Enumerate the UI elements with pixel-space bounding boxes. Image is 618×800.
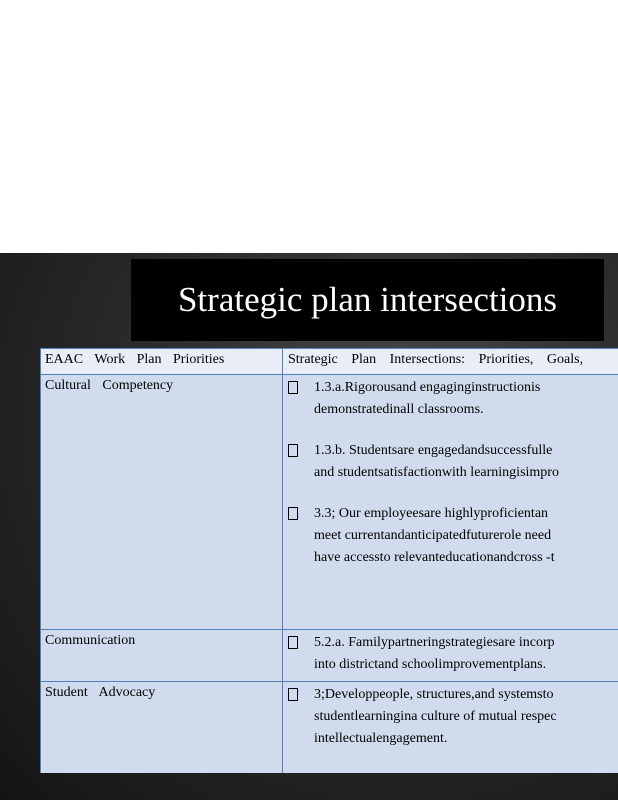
bullet-line: demonstratedinall classrooms. bbox=[314, 402, 484, 417]
priorities-table bbox=[40, 348, 618, 773]
bullet-line: 3;Developpeople, structures,and systemsto bbox=[314, 687, 554, 702]
bullet-item bbox=[283, 503, 618, 569]
bullet-item bbox=[283, 440, 618, 484]
header-cell-priorities: EAAC Work Plan Priorities bbox=[41, 349, 283, 375]
title-box bbox=[131, 259, 604, 341]
bullet-line: 1.3.a.Rigorousand engaginginstructionis bbox=[314, 380, 541, 395]
bullet-line: intellectualengagement. bbox=[314, 731, 448, 746]
bullet-box-icon bbox=[288, 381, 298, 394]
bullet-box-icon bbox=[288, 507, 298, 520]
table-row bbox=[41, 630, 618, 682]
bullet-line: into districtand schoolimprovementplans. bbox=[314, 657, 547, 672]
bullet-line: and studentsatisfactionwith learningisimpro bbox=[314, 465, 559, 480]
slide-title: Strategic plan intersections bbox=[177, 280, 558, 319]
table-row bbox=[41, 682, 618, 774]
intersections-cell bbox=[283, 375, 618, 630]
bullet-line: 3.3; Our employeesare highlyproficientan bbox=[314, 506, 549, 521]
table-header-row bbox=[41, 349, 618, 375]
header-cell-intersections: Strategic Plan Intersections: Priorities, Goals, bbox=[283, 349, 618, 375]
bullet-line: meet currentandanticipatedfuturerole need bbox=[314, 528, 552, 543]
bullet-item bbox=[283, 684, 618, 750]
bullet-box-icon bbox=[288, 444, 298, 457]
bullet-item bbox=[283, 632, 618, 676]
priority-cell: Student Advocacy bbox=[41, 682, 283, 774]
slide bbox=[0, 253, 618, 800]
bullet-line: 5.2.a. Familypartneringstrategiesare incorp bbox=[314, 635, 555, 650]
bullet-box-icon bbox=[288, 688, 298, 701]
table-row bbox=[41, 375, 618, 630]
bullet-line: studentlearningina culture of mutual respec bbox=[314, 709, 557, 724]
priority-cell: Communication bbox=[41, 630, 283, 682]
bullet-item bbox=[283, 377, 618, 421]
intersections-cell bbox=[283, 630, 618, 682]
bullet-box-icon bbox=[288, 636, 298, 649]
bullet-line: 1.3.b. Studentsare engagedandsuccessfulle bbox=[314, 443, 553, 458]
intersections-cell bbox=[283, 682, 618, 774]
priority-cell: Cultural Competency bbox=[41, 375, 283, 630]
bullet-line: have accessto relevanteducationandcross -t bbox=[314, 550, 555, 565]
